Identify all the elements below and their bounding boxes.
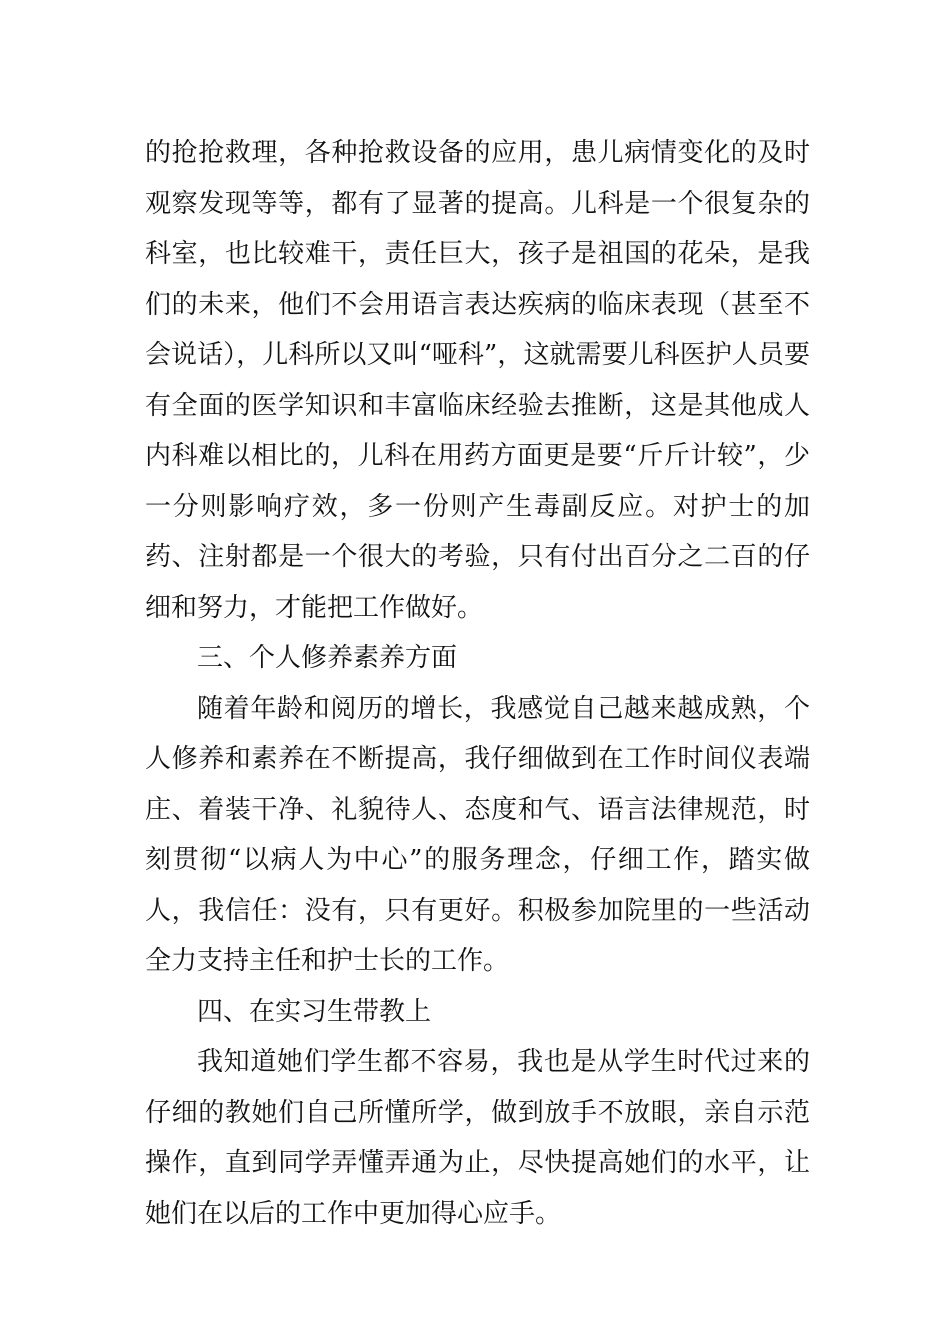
- paragraph-personal-cultivation: 随着年龄和阅历的增长，我感觉自己越来越成熟，个人修养和素养在不断提高，我仔细做到在工作时间仪表端庄、着装干净、礼貌待人、态度和气、语言法律规范，时刻贯彻“以病人为中心”的服务理念，仔细工作，踏实做人，我信任：没有，只有更好。积极参加院里的一些活动全力支持主任和护士长的工作。: [145, 693, 810, 976]
- paragraph-nursing-skills-continued: 的抢抢救理，各种抢救设备的应用，患儿病情变化的及时观察发现等等，都有了显著的提高。儿科是一个很复杂的科室，也比较难干，责任巨大，孩子是祖国的花朵，是我们的未来，他们不会用语言表达疾病的临床表现（甚至不会说话），儿科所以又叫“哑科”，这就需要儿科医护人员要有全面的医学知识和丰富临床经验去推断，这是其他成人内科难以相比的，儿科在用药方面更是要“斤斤计较”，少一分则影响疗效，多一份则产生毒副反应。对护士的加药、注射都是一个很大的考验，只有付出百分之二百的仔细和努力，才能把工作做好。: [145, 138, 810, 623]
- section-heading-intern-teaching: 四、在实习生带教上: [197, 996, 432, 1027]
- section-heading-personal-cultivation: 三、个人修养素养方面: [197, 643, 458, 673]
- paragraph-intern-teaching: 我知道她们学生都不容易，我也是从学生时代过来的仔细的教她们自己所懂所学，做到放手不放眼，亲自示范操作，直到同学弄懂弄通为止，尽快提高她们的水平，让她们在以后的工作中更加得心应手。: [145, 1047, 810, 1229]
- document-body: [145, 128, 810, 1239]
